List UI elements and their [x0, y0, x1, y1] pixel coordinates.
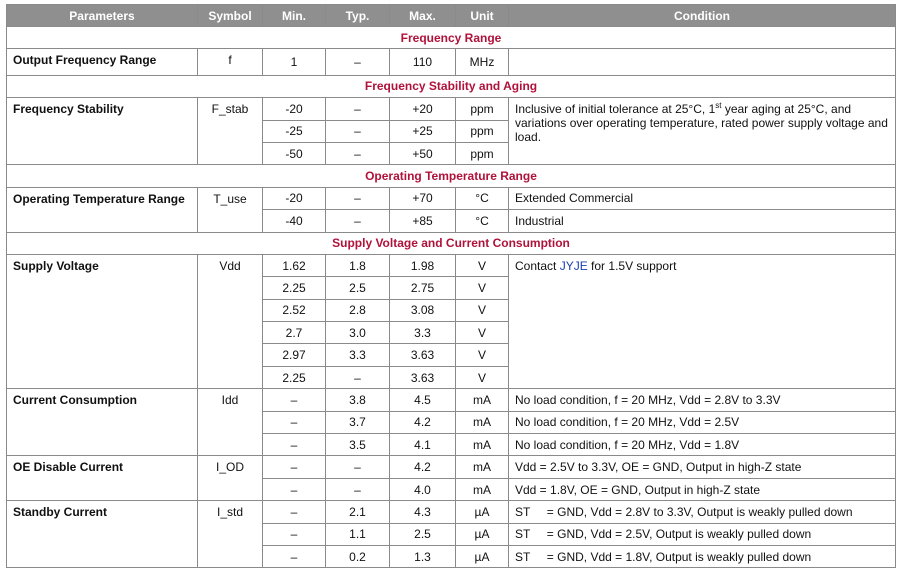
param-symbol: Vdd: [198, 254, 263, 388]
typ-value: 3.0: [326, 322, 390, 344]
min-value: -50: [263, 142, 326, 164]
header-min: Min.: [263, 5, 326, 27]
param-symbol: Idd: [198, 389, 263, 456]
typ-value: –: [326, 142, 390, 164]
typ-value: –: [326, 98, 390, 120]
table-row: [7, 501, 896, 523]
unit-value: ppm: [456, 120, 509, 142]
max-value: +20: [390, 98, 456, 120]
table-row: [7, 456, 896, 478]
param-name: Current Consumption: [7, 389, 198, 456]
max-value: 4.0: [390, 478, 456, 500]
section-title: Supply Voltage and Current Consumption: [7, 232, 896, 254]
unit-value: V: [456, 254, 509, 276]
typ-value: 1.1: [326, 523, 390, 545]
max-value: 4.5: [390, 389, 456, 411]
max-value: 2.5: [390, 523, 456, 545]
condition-text: No load condition, f = 20 MHz, Vdd = 2.5V: [509, 411, 896, 433]
param-name: Standby Current: [7, 501, 198, 568]
jyje-link[interactable]: JYJE: [559, 258, 588, 273]
unit-value: V: [456, 277, 509, 299]
min-value: –: [263, 456, 326, 478]
typ-value: –: [326, 120, 390, 142]
unit-value: µA: [456, 523, 509, 545]
unit-value: V: [456, 366, 509, 388]
unit-value: µA: [456, 545, 509, 567]
max-value: 1.3: [390, 545, 456, 567]
max-value: 4.2: [390, 411, 456, 433]
min-value: –: [263, 411, 326, 433]
unit-value: mA: [456, 411, 509, 433]
section-row: [7, 75, 896, 97]
max-value: 4.2: [390, 456, 456, 478]
typ-value: 3.7: [326, 411, 390, 433]
condition-text: Extended Commercial: [509, 187, 896, 209]
param-symbol: T_use: [198, 187, 263, 232]
table-row: [7, 49, 896, 75]
min-value: -25: [263, 120, 326, 142]
condition-text: [509, 254, 896, 388]
unit-value: °C: [456, 210, 509, 232]
condition-text: No load condition, f = 20 MHz, Vdd = 2.8V to 3.3V: [509, 389, 896, 411]
typ-value: 3.3: [326, 344, 390, 366]
typ-value: –: [326, 478, 390, 500]
max-value: 3.63: [390, 366, 456, 388]
min-value: –: [263, 523, 326, 545]
max-value: +25: [390, 120, 456, 142]
min-value: –: [263, 478, 326, 500]
typ-value: 2.1: [326, 501, 390, 523]
header-parameters: Parameters: [7, 5, 198, 27]
condition-text: ST = GND, Vdd = 1.8V, Output is weakly pulled down: [509, 545, 896, 567]
unit-value: ppm: [456, 98, 509, 120]
param-symbol: I_OD: [198, 456, 263, 501]
section-row: [7, 165, 896, 187]
unit-value: mA: [456, 456, 509, 478]
typ-value: –: [326, 49, 390, 75]
min-value: –: [263, 501, 326, 523]
table-row: [7, 254, 896, 276]
min-value: -20: [263, 187, 326, 209]
unit-value: °C: [456, 187, 509, 209]
section-title: Frequency Stability and Aging: [7, 75, 896, 97]
max-value: 1.98: [390, 254, 456, 276]
param-name: Supply Voltage: [7, 254, 198, 388]
condition-part: year aging at 25°C, and variations over operating temperature, rated power supply voltage and load.: [515, 102, 888, 145]
condition-text: No load condition, f = 20 MHz, Vdd = 1.8V: [509, 434, 896, 456]
header-condition: Condition: [509, 5, 896, 27]
table-row: [7, 187, 896, 209]
min-value: -40: [263, 210, 326, 232]
header-max: Max.: [390, 5, 456, 27]
header-typ: Typ.: [326, 5, 390, 27]
unit-value: mA: [456, 389, 509, 411]
param-name: Output Frequency Range: [7, 49, 198, 75]
condition-text: Industrial: [509, 210, 896, 232]
typ-value: 1.8: [326, 254, 390, 276]
section-title: Operating Temperature Range: [7, 165, 896, 187]
max-value: +70: [390, 187, 456, 209]
min-value: 2.25: [263, 366, 326, 388]
condition-part: for 1.5V support: [587, 258, 677, 273]
spec-table: [6, 4, 896, 568]
section-title: Frequency Range: [7, 27, 896, 49]
typ-value: –: [326, 187, 390, 209]
param-symbol: f: [198, 49, 263, 75]
min-value: 2.7: [263, 322, 326, 344]
param-name: Operating Temperature Range: [7, 187, 198, 232]
max-value: 4.1: [390, 434, 456, 456]
param-name: OE Disable Current: [7, 456, 198, 501]
typ-value: –: [326, 210, 390, 232]
max-value: 4.3: [390, 501, 456, 523]
min-value: –: [263, 434, 326, 456]
condition-part: Contact: [515, 258, 560, 273]
max-value: 2.75: [390, 277, 456, 299]
superscript: st: [715, 101, 722, 111]
max-value: 3.63: [390, 344, 456, 366]
typ-value: 3.8: [326, 389, 390, 411]
min-value: -20: [263, 98, 326, 120]
section-row: [7, 232, 896, 254]
typ-value: 2.5: [326, 277, 390, 299]
max-value: 3.3: [390, 322, 456, 344]
typ-value: –: [326, 366, 390, 388]
max-value: 3.08: [390, 299, 456, 321]
condition-text: ST = GND, Vdd = 2.8V to 3.3V, Output is weakly pulled down: [509, 501, 896, 523]
min-value: 2.25: [263, 277, 326, 299]
condition-part: Inclusive of initial tolerance at 25°C, 1: [515, 102, 716, 117]
min-value: 1: [263, 49, 326, 75]
condition-text: [509, 98, 896, 165]
condition-text: ST = GND, Vdd = 2.5V, Output is weakly pulled down: [509, 523, 896, 545]
condition-text: [509, 49, 896, 75]
min-value: 1.62: [263, 254, 326, 276]
unit-value: V: [456, 322, 509, 344]
typ-value: 3.5: [326, 434, 390, 456]
param-name: Frequency Stability: [7, 98, 198, 165]
header-row: [7, 5, 896, 27]
param-symbol: F_stab: [198, 98, 263, 165]
max-value: +85: [390, 210, 456, 232]
unit-value: V: [456, 299, 509, 321]
condition-text: Vdd = 2.5V to 3.3V, OE = GND, Output in high-Z state: [509, 456, 896, 478]
min-value: –: [263, 545, 326, 567]
typ-value: 0.2: [326, 545, 390, 567]
min-value: 2.52: [263, 299, 326, 321]
max-value: 110: [390, 49, 456, 75]
unit-value: mA: [456, 478, 509, 500]
header-unit: Unit: [456, 5, 509, 27]
unit-value: µA: [456, 501, 509, 523]
unit-value: MHz: [456, 49, 509, 75]
unit-value: ppm: [456, 142, 509, 164]
max-value: +50: [390, 142, 456, 164]
min-value: –: [263, 389, 326, 411]
typ-value: –: [326, 456, 390, 478]
param-symbol: I_std: [198, 501, 263, 568]
unit-value: mA: [456, 434, 509, 456]
unit-value: V: [456, 344, 509, 366]
typ-value: 2.8: [326, 299, 390, 321]
condition-text: Vdd = 1.8V, OE = GND, Output in high-Z state: [509, 478, 896, 500]
section-row: [7, 27, 896, 49]
min-value: 2.97: [263, 344, 326, 366]
header-symbol: Symbol: [198, 5, 263, 27]
table-row: [7, 98, 896, 120]
table-row: [7, 389, 896, 411]
